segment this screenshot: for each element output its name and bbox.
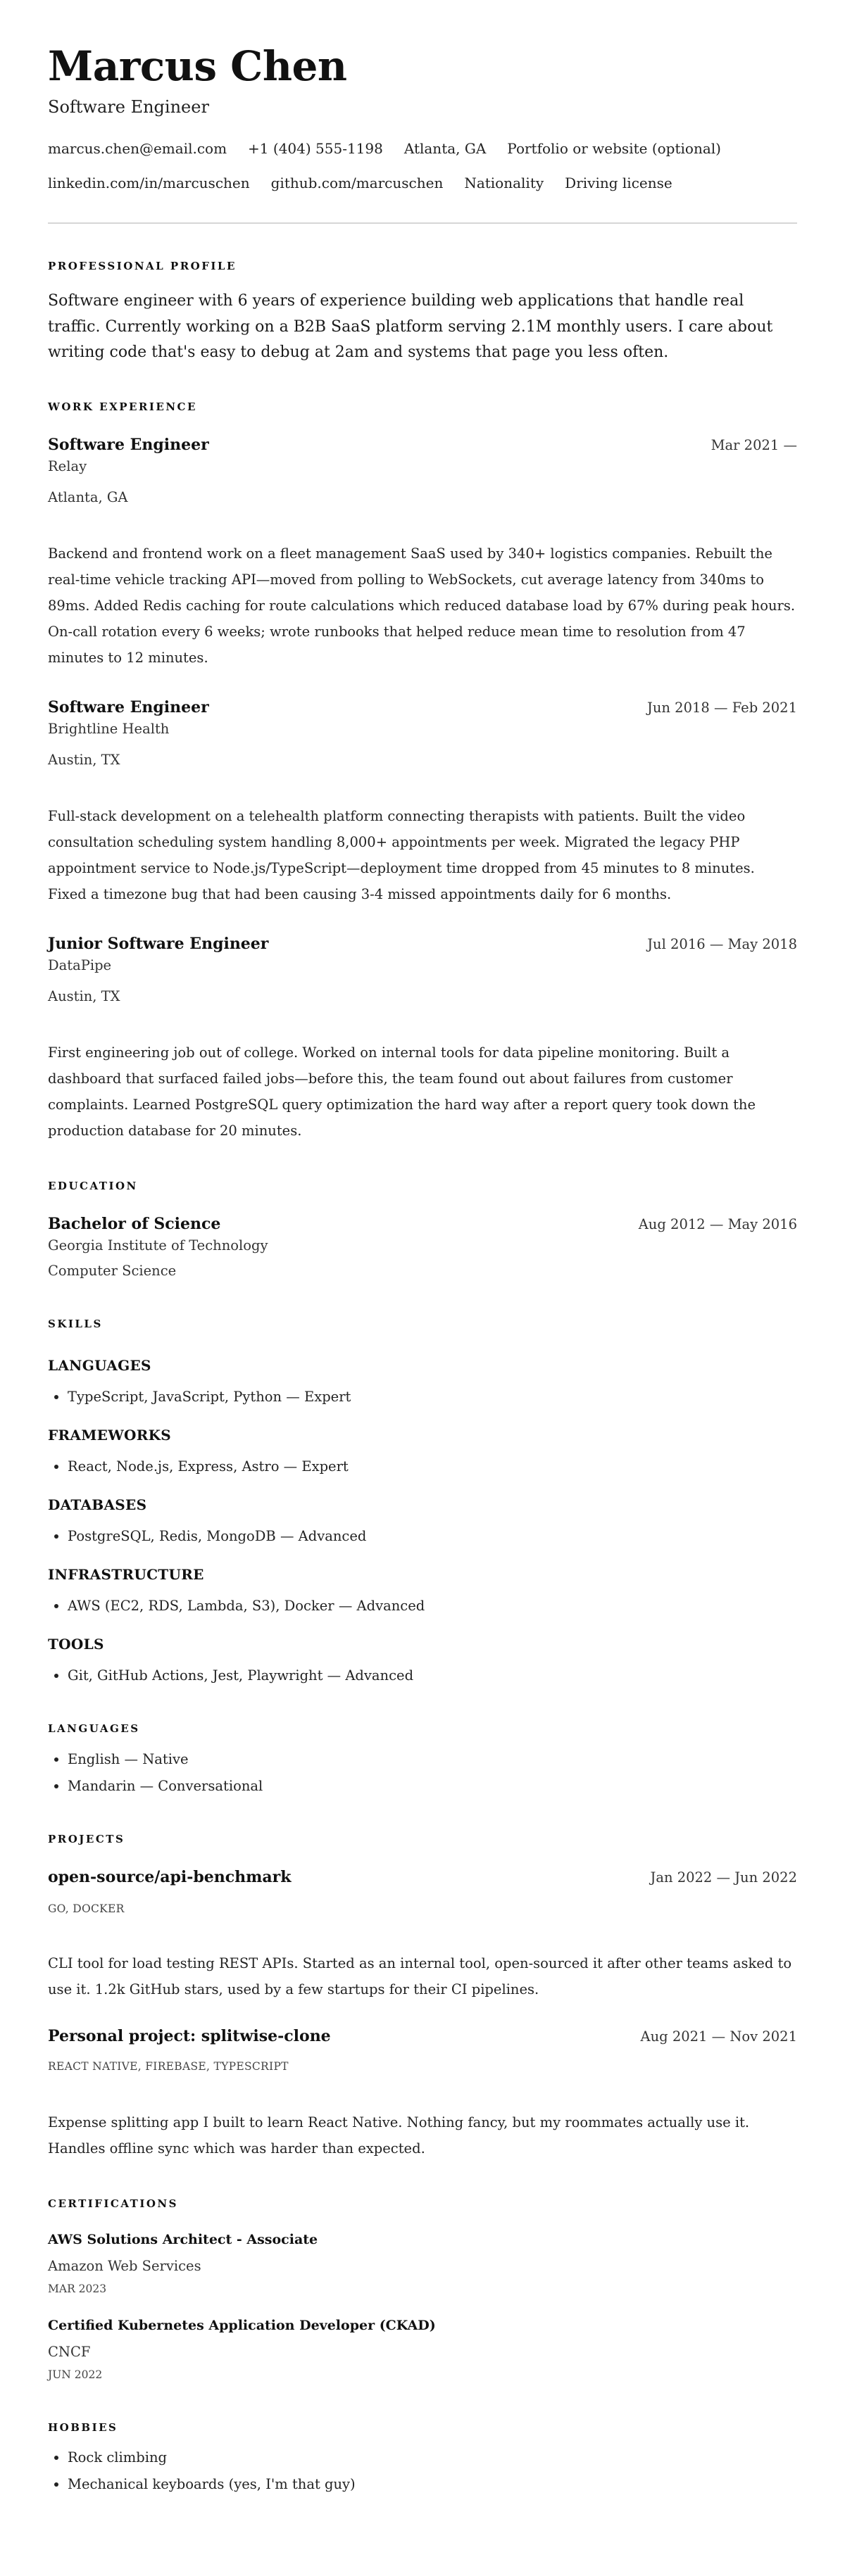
contact-driving-license: Driving license [565, 175, 672, 191]
job-dates: Mar 2021 — [711, 437, 797, 454]
education-section [48, 1179, 797, 1282]
project-tags: GO, DOCKER [48, 1902, 125, 1916]
education-dates: Aug 2012 — May 2016 [638, 1216, 797, 1233]
resume-header [48, 42, 797, 194]
contact-location: Atlanta, GA [403, 140, 487, 157]
section-heading: CERTIFICATIONS [48, 2197, 178, 2211]
skill-item: • React, Node.js, Express, Astro — Expert [68, 1456, 797, 1477]
section-heading: HOBBIES [48, 2421, 118, 2435]
education-entry [48, 1213, 797, 1282]
skill-list [48, 1665, 797, 1686]
contact-github[interactable]: github.com/marcuschen [270, 175, 444, 191]
experience-section [48, 400, 797, 1144]
section-heading: WORK EXPERIENCE [48, 400, 197, 414]
certification-entry [48, 2230, 797, 2296]
contact-list [48, 137, 797, 194]
contact-linkedin[interactable]: linkedin.com/in/marcuschen [48, 175, 250, 191]
job-location: Atlanta, GA [48, 489, 128, 506]
contact-email[interactable]: marcus.chen@email.com [48, 140, 227, 157]
certification-entry [48, 2316, 797, 2382]
section-heading: SKILLS [48, 1318, 103, 1331]
certification-issuer: CNCF [48, 2344, 91, 2361]
job-description: Full-stack development on a telehealth platform connecting therapists with patients. Built the video consultation scheduling system handling 8,000+ appointments per week. Migrated the legacy PHP appointment service to Node.js/TypeScript—deployment time dropped from 45 minutes to 8 minutes. Fixed a timezone bug that had been causing 3-4 missed appointments daily for 6 months. [48, 808, 755, 903]
job-entry [48, 697, 797, 907]
skill-item: • PostgreSQL, Redis, MongoDB — Advanced [68, 1526, 797, 1547]
certification-title: AWS Solutions Architect - Associate [48, 2232, 318, 2248]
certification-issuer: Amazon Web Services [48, 2258, 201, 2275]
contact-phone[interactable]: +1 (404) 555-1198 [248, 140, 383, 157]
header-divider [48, 222, 797, 224]
skill-category: LANGUAGES [48, 1357, 151, 1375]
projects-section [48, 1832, 797, 2161]
profile-text: Software engineer with 6 years of experience building web applications that handle real traffic. Currently working on a B2B SaaS platform serving 2.1M monthly users. I care about writing code that's easy to debug at 2am and systems that page you less often. [48, 292, 773, 362]
project-tags: REACT NATIVE, FIREBASE, TYPESCRIPT [48, 2060, 289, 2073]
project-entry [48, 2026, 797, 2161]
skill-item: • TypeScript, JavaScript, Python — Expert [68, 1387, 797, 1408]
hobby-list [48, 2447, 797, 2495]
job-title: Software Engineer [48, 698, 209, 717]
job-dates: Jul 2016 — May 2018 [647, 936, 797, 953]
section-heading: PROJECTS [48, 1833, 125, 1846]
job-entry [48, 434, 797, 671]
skill-item: • AWS (EC2, RDS, Lambda, S3), Docker — Advanced [68, 1596, 797, 1617]
hobby-item: • Mechanical keyboards (yes, I'm that guy) [68, 2474, 797, 2495]
skill-list [48, 1387, 797, 1408]
language-item: • English — Native [68, 1749, 797, 1770]
skill-item: • Git, GitHub Actions, Jest, Playwright — Advanced [68, 1665, 797, 1686]
skills-section [48, 1317, 797, 1686]
certifications-section [48, 2197, 797, 2382]
project-title: Personal project: splitwise-clone [48, 2027, 331, 2046]
skill-list [48, 1456, 797, 1477]
certification-date: MAR 2023 [48, 2283, 107, 2296]
job-description: First engineering job out of college. Worked on internal tools for data pipeline monitoring. Built a dashboard that surfaced failed jobs—before this, the team found out about failures from customer complaints. Learned PostgreSQL query optimization the hard way after a report query took down the production database for 20 minutes. [48, 1044, 756, 1139]
hobby-item: • Rock climbing [68, 2447, 797, 2468]
skill-category: INFRASTRUCTURE [48, 1566, 204, 1584]
job-location: Austin, TX [48, 752, 120, 769]
section-heading: LANGUAGES [48, 1722, 140, 1736]
skill-list [48, 1596, 797, 1617]
section-heading: PROFESSIONAL PROFILE [48, 260, 237, 272]
skill-category: TOOLS [48, 1636, 104, 1653]
project-description: CLI tool for load testing REST APIs. Started as an internal tool, open-sourced it after other teams asked to use it. 1.2k GitHub stars, used by a few startups for their CI pipelines. [48, 1955, 792, 1998]
project-dates: Aug 2021 — Nov 2021 [640, 2028, 797, 2045]
job-company: Brightline Health [48, 721, 170, 738]
certification-title: Certified Kubernetes Application Developer (CKAD) [48, 2318, 436, 2334]
project-dates: Jan 2022 — Jun 2022 [650, 1869, 797, 1886]
job-dates: Jun 2018 — Feb 2021 [647, 700, 797, 716]
hobbies-section [48, 2420, 797, 2495]
candidate-name: Marcus Chen [48, 42, 347, 90]
certification-date: JUN 2022 [48, 2368, 103, 2382]
job-description: Backend and frontend work on a fleet management SaaS used by 340+ logistics companies. Rebuilt the real-time vehicle tracking API—moved from polling to WebSockets, cut average latency from 340ms to 89ms. Added Redis caching for route calculations which reduced database load by 67% during peak hours. On-call rotation every 6 weeks; wrote runbooks that helped reduce mean time to resolution from 47 minutes to 12 minutes. [48, 545, 796, 667]
languages-section [48, 1722, 797, 1797]
project-description: Expense splitting app I built to learn React Native. Nothing fancy, but my roommates actually use it. Handles offline sync which was harder than expected. [48, 2114, 750, 2157]
language-item: • Mandarin — Conversational [68, 1776, 797, 1797]
degree: Bachelor of Science [48, 1215, 221, 1234]
job-company: DataPipe [48, 957, 112, 974]
job-title: Software Engineer [48, 436, 209, 455]
project-entry [48, 1867, 797, 2002]
school: Georgia Institute of Technology [48, 1237, 268, 1254]
language-list [48, 1749, 797, 1797]
field-of-study: Computer Science [48, 1263, 177, 1280]
candidate-title: Software Engineer [48, 97, 209, 117]
job-entry [48, 933, 797, 1144]
section-heading: EDUCATION [48, 1180, 138, 1193]
contact-website[interactable]: Portfolio or website (optional) [507, 140, 721, 157]
job-location: Austin, TX [48, 988, 120, 1005]
contact-nationality: Nationality [464, 175, 544, 191]
skill-category: DATABASES [48, 1496, 147, 1514]
job-company: Relay [48, 458, 87, 475]
job-title: Junior Software Engineer [48, 935, 269, 954]
project-title: open-source/api-benchmark [48, 1868, 292, 1887]
skill-category: FRAMEWORKS [48, 1427, 172, 1444]
skill-list [48, 1526, 797, 1547]
profile-section [48, 259, 797, 366]
